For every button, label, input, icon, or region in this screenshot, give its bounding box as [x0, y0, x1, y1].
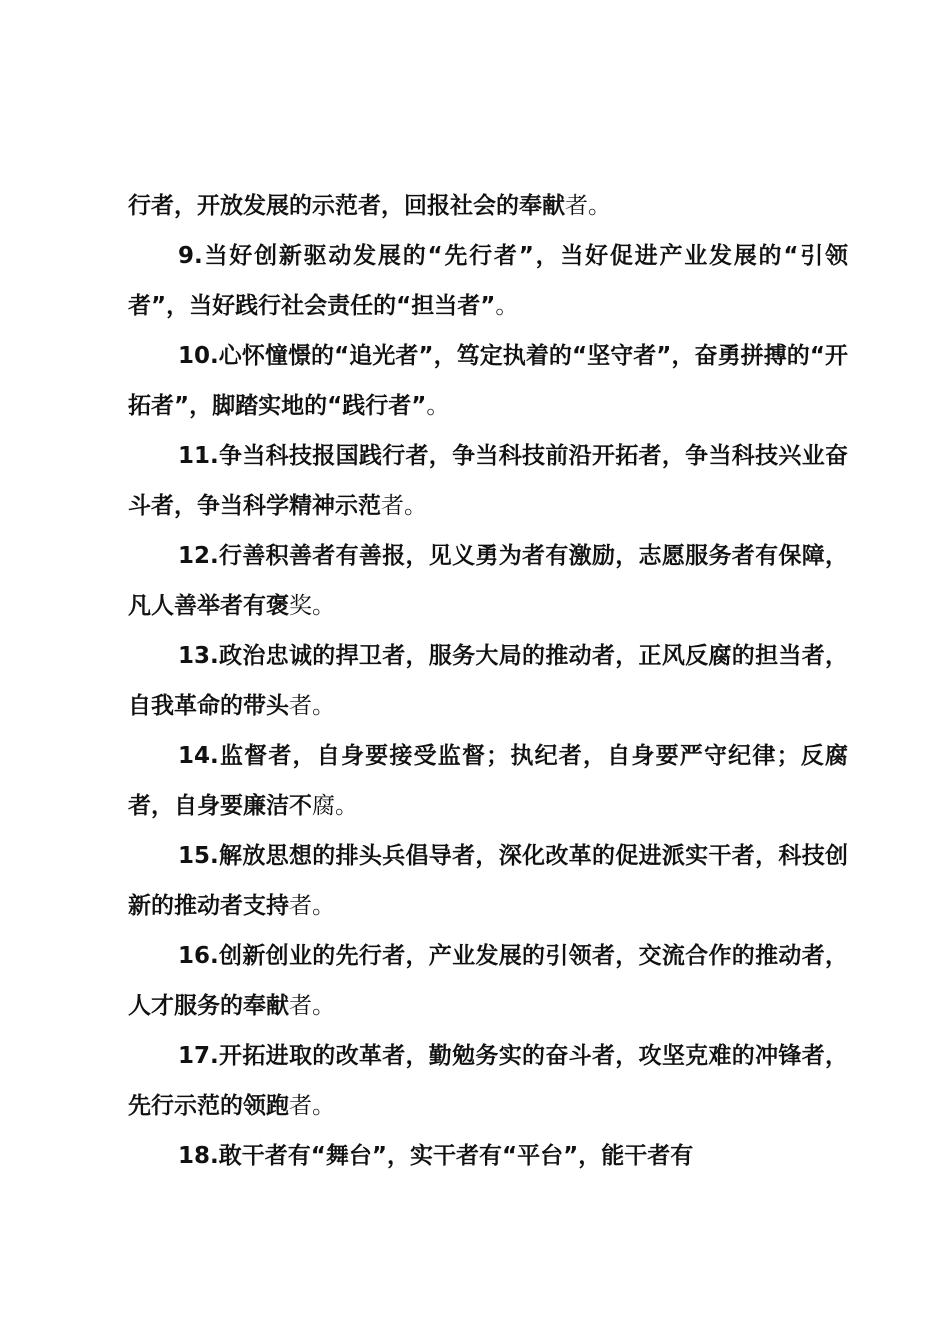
paragraph-tail: 奖。	[289, 593, 335, 619]
paragraph-tail: 腐。	[312, 793, 358, 819]
paragraph-tail: 者。	[289, 893, 335, 919]
paragraph-18	[128, 1131, 848, 1181]
paragraph-text: 16.创新创业的先行者，产业发展的引领者，交流合作的推动者，人才服务的奉献	[128, 943, 848, 1019]
paragraph-tail: 者。	[289, 1093, 335, 1119]
paragraph-tail: 。	[495, 293, 519, 319]
paragraph-11	[128, 431, 848, 531]
paragraph-15	[128, 831, 848, 931]
paragraph-10	[128, 331, 848, 431]
paragraph-text: 18.敢干者有“舞台”，实干者有“平台”，能干者有	[178, 1143, 694, 1169]
paragraph-tail: 者。	[289, 693, 335, 719]
paragraph-text: 行者，开放发展的示范者，回报社会的奉献	[128, 193, 565, 219]
paragraph-text: 13.政治忠诚的捍卫者，服务大局的推动者，正风反腐的担当者，自我革命的带头	[128, 643, 848, 719]
document-body	[128, 181, 848, 1181]
paragraph-text: 17.开拓进取的改革者，勤勉务实的奋斗者，攻坚克难的冲锋者，先行示范的领跑	[128, 1043, 848, 1119]
paragraph-text: 15.解放思想的排头兵倡导者，深化改革的促进派实干者，科技创新的推动者支持	[128, 843, 848, 919]
paragraph-tail: 者。	[565, 193, 611, 219]
paragraph-text: 10.心怀憧憬的“追光者”，笃定执着的“坚守者”，奋勇拼搏的“开拓者”，脚踏实地的“践行者”	[128, 343, 848, 419]
paragraph-13	[128, 631, 848, 731]
paragraph-17	[128, 1031, 848, 1131]
paragraph-tail: 者。	[381, 493, 427, 519]
paragraph-text: 11.争当科技报国践行者，争当科技前沿开拓者，争当科技兴业奋斗者，争当科学精神示范	[128, 443, 848, 519]
paragraph-text: 9.当好创新驱动发展的“先行者”，当好促进产业发展的“引领者”，当好践行社会责任的“担当者”	[128, 243, 848, 319]
paragraph-tail: 。	[426, 393, 450, 419]
paragraph-8-tail	[128, 181, 848, 231]
paragraph-9	[128, 231, 848, 331]
paragraph-12	[128, 531, 848, 631]
paragraph-text: 12.行善积善者有善报，见义勇为者有激励，志愿服务者有保障，凡人善举者有褒	[128, 543, 848, 619]
paragraph-text: 14.监督者，自身要接受监督；执纪者，自身要严守纪律；反腐者，自身要廉洁不	[128, 743, 848, 819]
paragraph-16	[128, 931, 848, 1031]
paragraph-14	[128, 731, 848, 831]
paragraph-tail: 者。	[289, 993, 335, 1019]
